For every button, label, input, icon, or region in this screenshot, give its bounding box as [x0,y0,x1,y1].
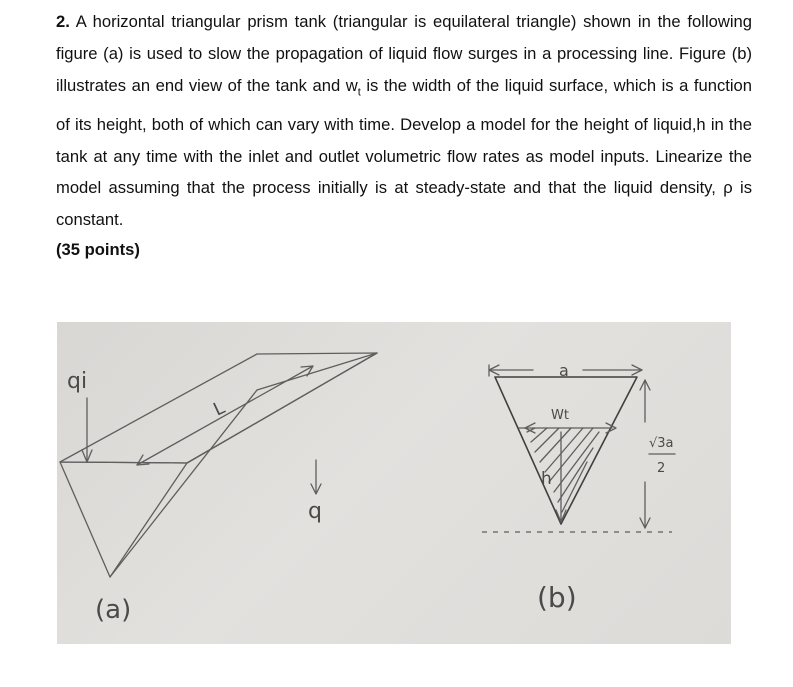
caption-a: (a) [95,595,132,625]
inlet-arrow [82,398,92,462]
top-width-label: a [559,361,569,380]
problem-statement [56,6,752,236]
length-label: L [210,397,229,421]
depth-label-denominator: 2 [657,461,666,476]
figure-drawing [57,322,731,644]
caption-b: (b) [537,581,577,614]
points-label: (35 points) [56,240,140,259]
outlet-label: q [308,499,322,524]
inlet-label: qi [67,369,88,394]
problem-body-1: A horizontal triangular prism tank (triangular is equilateral triangle) shown in the following figure (a) is used to slow the propagation of liquid flow surges in a processing line. Figure (b) illustrates an end view of the tank and w [56,12,752,95]
prism-drawing [60,353,377,577]
depth-dimension [640,380,675,528]
depth-label-numerator: √3a [649,436,674,451]
outlet-arrow [311,460,321,494]
height-label: h [541,469,552,489]
end-view-triangle [482,377,672,532]
width-subscript: t [357,85,361,98]
problem-number: 2. [56,12,70,31]
problem-body-2: is the width of the liquid surface, which is a function of its height, both of which can vary with time. Develop a model for the height of liquid,h in the tank at any time with the inlet and outlet volumetric flow rates as model inputs. Linearize the model assuming that the process initially is at steady-state and that the liquid density, ρ is constant. [56,75,753,230]
surface-width-label: Wt [551,408,569,423]
figure-photo [57,322,731,644]
